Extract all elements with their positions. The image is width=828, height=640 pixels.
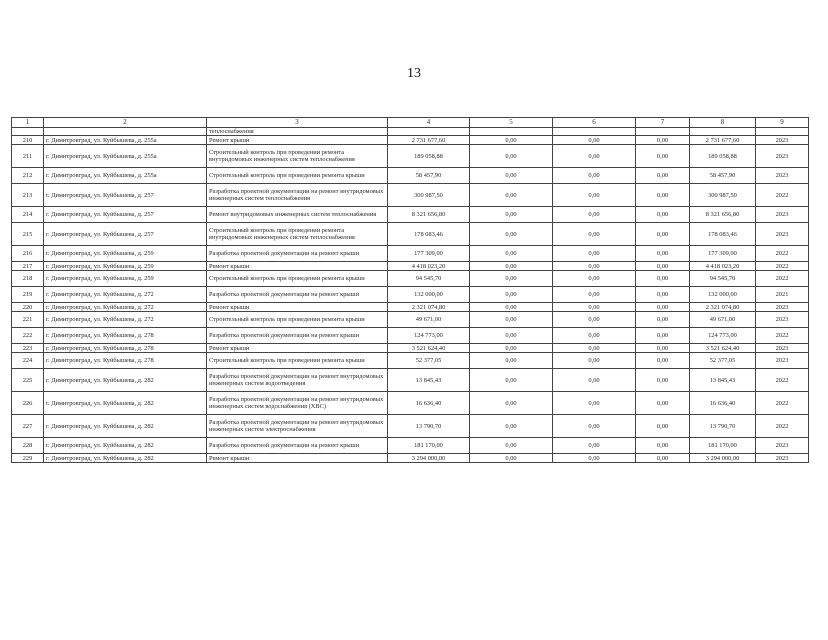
work-type-cell: Ремонт внутридомовых инженерных систем теплоснабжения [207,207,388,223]
federal-funds-cell: 0,00 [470,415,553,438]
regional-funds-cell: 0,00 [553,438,636,454]
owner-funds-cell: 49 671,00 [690,312,756,328]
address-cell: г. Димитровград, ул. Куйбышева, д. 282 [44,415,207,438]
owner-funds-cell: 13 845,43 [690,369,756,392]
federal-funds-cell: 0,00 [470,145,553,168]
continuation-text: теплоснабжения [207,128,388,136]
work-type-cell: Ремонт крыши [207,303,388,312]
total-cost-cell: 3 294 000,00 [388,454,470,463]
address-cell: г. Димитровград, ул. Куйбышева, д. 278 [44,344,207,353]
table-row [12,415,809,438]
owner-funds-cell: 3 521 624,40 [690,344,756,353]
local-funds-cell: 0,00 [636,223,690,246]
address-cell: г. Димитровград, ул. Куйбышева, д. 282 [44,454,207,463]
work-type-cell: Ремонт крыши [207,136,388,145]
local-funds-cell: 0,00 [636,145,690,168]
row-number-cell: 215 [12,223,44,246]
regional-funds-cell: 0,00 [553,392,636,415]
address-cell: г. Димитровград, ул. Куйбышева, д. 272 [44,303,207,312]
regional-funds-cell: 0,00 [553,207,636,223]
row-number-cell: 226 [12,392,44,415]
regional-funds-cell: 0,00 [553,303,636,312]
work-type-cell: Разработка проектной документации на ремонт крыши [207,328,388,344]
local-funds-cell: 0,00 [636,438,690,454]
owner-funds-cell: 181 170,00 [690,438,756,454]
year-cell: 2023 [756,145,809,168]
row-number-cell: 229 [12,454,44,463]
local-funds-cell: 0,00 [636,328,690,344]
column-header: 5 [470,118,553,128]
owner-funds-cell: 132 000,00 [690,287,756,303]
page-number: 13 [407,66,421,81]
address-cell: г. Димитровград, ул. Куйбышева, д. 255а [44,136,207,145]
work-type-cell: Разработка проектной документации на ремонт внутридомовых инженерных систем водоснабжения (ХВС) [207,392,388,415]
total-cost-cell: 189 058,88 [388,145,470,168]
table-row [12,262,809,271]
owner-funds-cell: 16 636,40 [690,392,756,415]
owner-funds-cell: 58 457,90 [690,168,756,184]
year-cell: 2022 [756,271,809,287]
address-cell: г. Димитровград, ул. Куйбышева, д. 278 [44,328,207,344]
year-cell: 2023 [756,168,809,184]
row-number-cell: 220 [12,303,44,312]
owner-funds-cell: 124 773,00 [690,328,756,344]
total-cost-cell: 13 845,43 [388,369,470,392]
table-row [12,223,809,246]
column-header: 6 [553,118,636,128]
work-type-cell: Разработка проектной документации на ремонт внутридомовых инженерных систем водоотведения [207,369,388,392]
row-number-cell: 214 [12,207,44,223]
local-funds-cell: 0,00 [636,136,690,145]
local-funds-cell: 0,00 [636,353,690,369]
year-cell: 2022 [756,415,809,438]
table-row [12,369,809,392]
year-cell: 2023 [756,136,809,145]
total-cost-cell: 52 377,05 [388,353,470,369]
owner-funds-cell: 2 321 074,80 [690,303,756,312]
regional-funds-cell: 0,00 [553,136,636,145]
address-cell: г. Димитровград, ул. Куйбышева, д. 255а [44,168,207,184]
owner-funds-cell: 189 058,88 [690,145,756,168]
regional-funds-cell: 0,00 [553,271,636,287]
work-type-cell: Разработка проектной документации на ремонт крыши [207,438,388,454]
owner-funds-cell: 8 321 656,80 [690,207,756,223]
work-type-cell: Ремонт крыши [207,262,388,271]
year-cell: 2022 [756,328,809,344]
federal-funds-cell: 0,00 [470,262,553,271]
column-header: 8 [690,118,756,128]
owner-funds-cell: 2 731 677,60 [690,136,756,145]
address-cell: г. Димитровград, ул. Куйбышева, д. 259 [44,262,207,271]
year-cell: 2022 [756,262,809,271]
federal-funds-cell: 0,00 [470,392,553,415]
owner-funds-cell: 94 545,70 [690,271,756,287]
year-cell: 2022 [756,184,809,207]
total-cost-cell: 49 671,00 [388,312,470,328]
table-row [12,184,809,207]
total-cost-cell: 300 987,50 [388,184,470,207]
federal-funds-cell: 0,00 [470,344,553,353]
local-funds-cell: 0,00 [636,184,690,207]
owner-funds-cell: 3 294 000,00 [690,454,756,463]
local-funds-cell: 0,00 [636,369,690,392]
row-number-cell: 224 [12,353,44,369]
address-cell: г. Димитровград, ул. Куйбышева, д. 272 [44,312,207,328]
local-funds-cell: 0,00 [636,246,690,262]
local-funds-cell: 0,00 [636,262,690,271]
table-row [12,328,809,344]
table-row [12,438,809,454]
total-cost-cell: 132 000,00 [388,287,470,303]
regional-funds-cell: 0,00 [553,344,636,353]
federal-funds-cell: 0,00 [470,369,553,392]
row-number-cell: 222 [12,328,44,344]
address-cell: г. Димитровград, ул. Куйбышева, д. 282 [44,392,207,415]
total-cost-cell: 177 309,00 [388,246,470,262]
total-cost-cell: 58 457,90 [388,168,470,184]
work-type-cell: Строительный контроль при проведении ремонта внутридомовых инженерных систем теплоснабжения [207,223,388,246]
work-type-cell: Разработка проектной документации на ремонт крыши [207,287,388,303]
row-number-cell: 223 [12,344,44,353]
table-row [12,207,809,223]
address-cell: г. Димитровград, ул. Куйбышева, д. 282 [44,438,207,454]
year-cell: 2023 [756,454,809,463]
row-number-cell: 218 [12,271,44,287]
owner-funds-cell: 300 987,50 [690,184,756,207]
row-number-cell: 210 [12,136,44,145]
work-type-cell: Строительный контроль при проведении ремонта крыши [207,312,388,328]
regional-funds-cell: 0,00 [553,353,636,369]
federal-funds-cell: 0,00 [470,303,553,312]
year-cell: 2023 [756,312,809,328]
regional-funds-cell: 0,00 [553,369,636,392]
work-type-cell: Строительный контроль при проведении ремонта крыши [207,353,388,369]
table-row [12,312,809,328]
column-header: 9 [756,118,809,128]
year-cell: 2023 [756,438,809,454]
total-cost-cell: 13 790,70 [388,415,470,438]
total-cost-cell: 178 083,46 [388,223,470,246]
regional-funds-cell: 0,00 [553,223,636,246]
year-cell: 2023 [756,344,809,353]
table-row [12,136,809,145]
regional-funds-cell: 0,00 [553,262,636,271]
regional-funds-cell: 0,00 [553,184,636,207]
total-cost-cell: 94 545,70 [388,271,470,287]
row-number-cell: 228 [12,438,44,454]
regional-funds-cell: 0,00 [553,328,636,344]
local-funds-cell: 0,00 [636,287,690,303]
federal-funds-cell: 0,00 [470,168,553,184]
federal-funds-cell: 0,00 [470,246,553,262]
table-row [12,344,809,353]
table-body [12,128,809,463]
continuation-row [12,128,809,136]
column-header: 1 [12,118,44,128]
address-cell: г. Димитровград, ул. Куйбышева, д. 255а [44,145,207,168]
table-row [12,271,809,287]
header-row [12,118,809,128]
local-funds-cell: 0,00 [636,312,690,328]
local-funds-cell: 0,00 [636,207,690,223]
regional-funds-cell: 0,00 [553,454,636,463]
address-cell: г. Димитровград, ул. Куйбышева, д. 278 [44,353,207,369]
year-cell: 2022 [756,392,809,415]
federal-funds-cell: 0,00 [470,328,553,344]
work-type-cell: Строительный контроль при проведении ремонта внутридомовых инженерных систем теплоснабжения [207,145,388,168]
local-funds-cell: 0,00 [636,392,690,415]
total-cost-cell: 2 731 677,60 [388,136,470,145]
address-cell: г. Димитровград, ул. Куйбышева, д. 257 [44,184,207,207]
year-cell: 2023 [756,207,809,223]
local-funds-cell: 0,00 [636,303,690,312]
row-number-cell: 219 [12,287,44,303]
row-number-cell: 216 [12,246,44,262]
row-number-cell: 217 [12,262,44,271]
table-row [12,454,809,463]
owner-funds-cell: 177 309,00 [690,246,756,262]
work-type-cell: Строительный контроль при проведении ремонта крыши [207,168,388,184]
federal-funds-cell: 0,00 [470,353,553,369]
owner-funds-cell: 178 083,46 [690,223,756,246]
regional-funds-cell: 0,00 [553,246,636,262]
federal-funds-cell: 0,00 [470,184,553,207]
total-cost-cell: 181 170,00 [388,438,470,454]
total-cost-cell: 2 321 074,80 [388,303,470,312]
row-number-cell: 221 [12,312,44,328]
column-header: 3 [207,118,388,128]
local-funds-cell: 0,00 [636,271,690,287]
table-row [12,168,809,184]
row-number-cell: 211 [12,145,44,168]
regional-funds-cell: 0,00 [553,168,636,184]
regional-funds-cell: 0,00 [553,415,636,438]
row-number-cell: 227 [12,415,44,438]
total-cost-cell: 16 636,40 [388,392,470,415]
federal-funds-cell: 0,00 [470,287,553,303]
federal-funds-cell: 0,00 [470,271,553,287]
table-row [12,145,809,168]
local-funds-cell: 0,00 [636,415,690,438]
owner-funds-cell: 4 418 023,20 [690,262,756,271]
regional-funds-cell: 0,00 [553,287,636,303]
column-header: 7 [636,118,690,128]
year-cell: 2022 [756,369,809,392]
federal-funds-cell: 0,00 [470,438,553,454]
column-header: 4 [388,118,470,128]
local-funds-cell: 0,00 [636,168,690,184]
total-cost-cell: 3 521 624,40 [388,344,470,353]
work-type-cell: Разработка проектной документации на ремонт внутридомовых инженерных систем электроснабжения [207,415,388,438]
federal-funds-cell: 0,00 [470,312,553,328]
federal-funds-cell: 0,00 [470,454,553,463]
year-cell: 2021 [756,287,809,303]
year-cell: 2022 [756,246,809,262]
year-cell: 2023 [756,353,809,369]
work-type-cell: Ремонт крыши [207,454,388,463]
local-funds-cell: 0,00 [636,344,690,353]
work-type-cell: Разработка проектной документации на ремонт внутридомовых инженерных систем теплоснабжения [207,184,388,207]
row-number-cell: 225 [12,369,44,392]
address-cell: г. Димитровград, ул. Куйбышева, д. 259 [44,246,207,262]
total-cost-cell: 4 418 023,20 [388,262,470,271]
work-type-cell: Ремонт крыши [207,344,388,353]
address-cell: г. Димитровград, ул. Куйбышева, д. 259 [44,271,207,287]
federal-funds-cell: 0,00 [470,223,553,246]
row-number-cell: 213 [12,184,44,207]
table-row [12,392,809,415]
owner-funds-cell: 52 377,05 [690,353,756,369]
address-cell: г. Димитровград, ул. Куйбышева, д. 272 [44,287,207,303]
local-funds-cell: 0,00 [636,454,690,463]
table-row [12,287,809,303]
year-cell: 2023 [756,223,809,246]
address-cell: г. Димитровград, ул. Куйбышева, д. 257 [44,223,207,246]
address-cell: г. Димитровград, ул. Куйбышева, д. 257 [44,207,207,223]
work-type-cell: Строительный контроль при проведении ремонта крыши [207,271,388,287]
total-cost-cell: 8 321 656,80 [388,207,470,223]
federal-funds-cell: 0,00 [470,136,553,145]
year-cell: 2023 [756,303,809,312]
regional-funds-cell: 0,00 [553,312,636,328]
table-row [12,246,809,262]
row-number-cell: 212 [12,168,44,184]
capital-repair-table [11,117,809,463]
work-type-cell: Разработка проектной документации на ремонт крыши [207,246,388,262]
owner-funds-cell: 13 790,70 [690,415,756,438]
regional-funds-cell: 0,00 [553,145,636,168]
table-row [12,303,809,312]
address-cell: г. Димитровград, ул. Куйбышева, д. 282 [44,369,207,392]
total-cost-cell: 124 773,00 [388,328,470,344]
federal-funds-cell: 0,00 [470,207,553,223]
table-row [12,353,809,369]
column-header: 2 [44,118,207,128]
